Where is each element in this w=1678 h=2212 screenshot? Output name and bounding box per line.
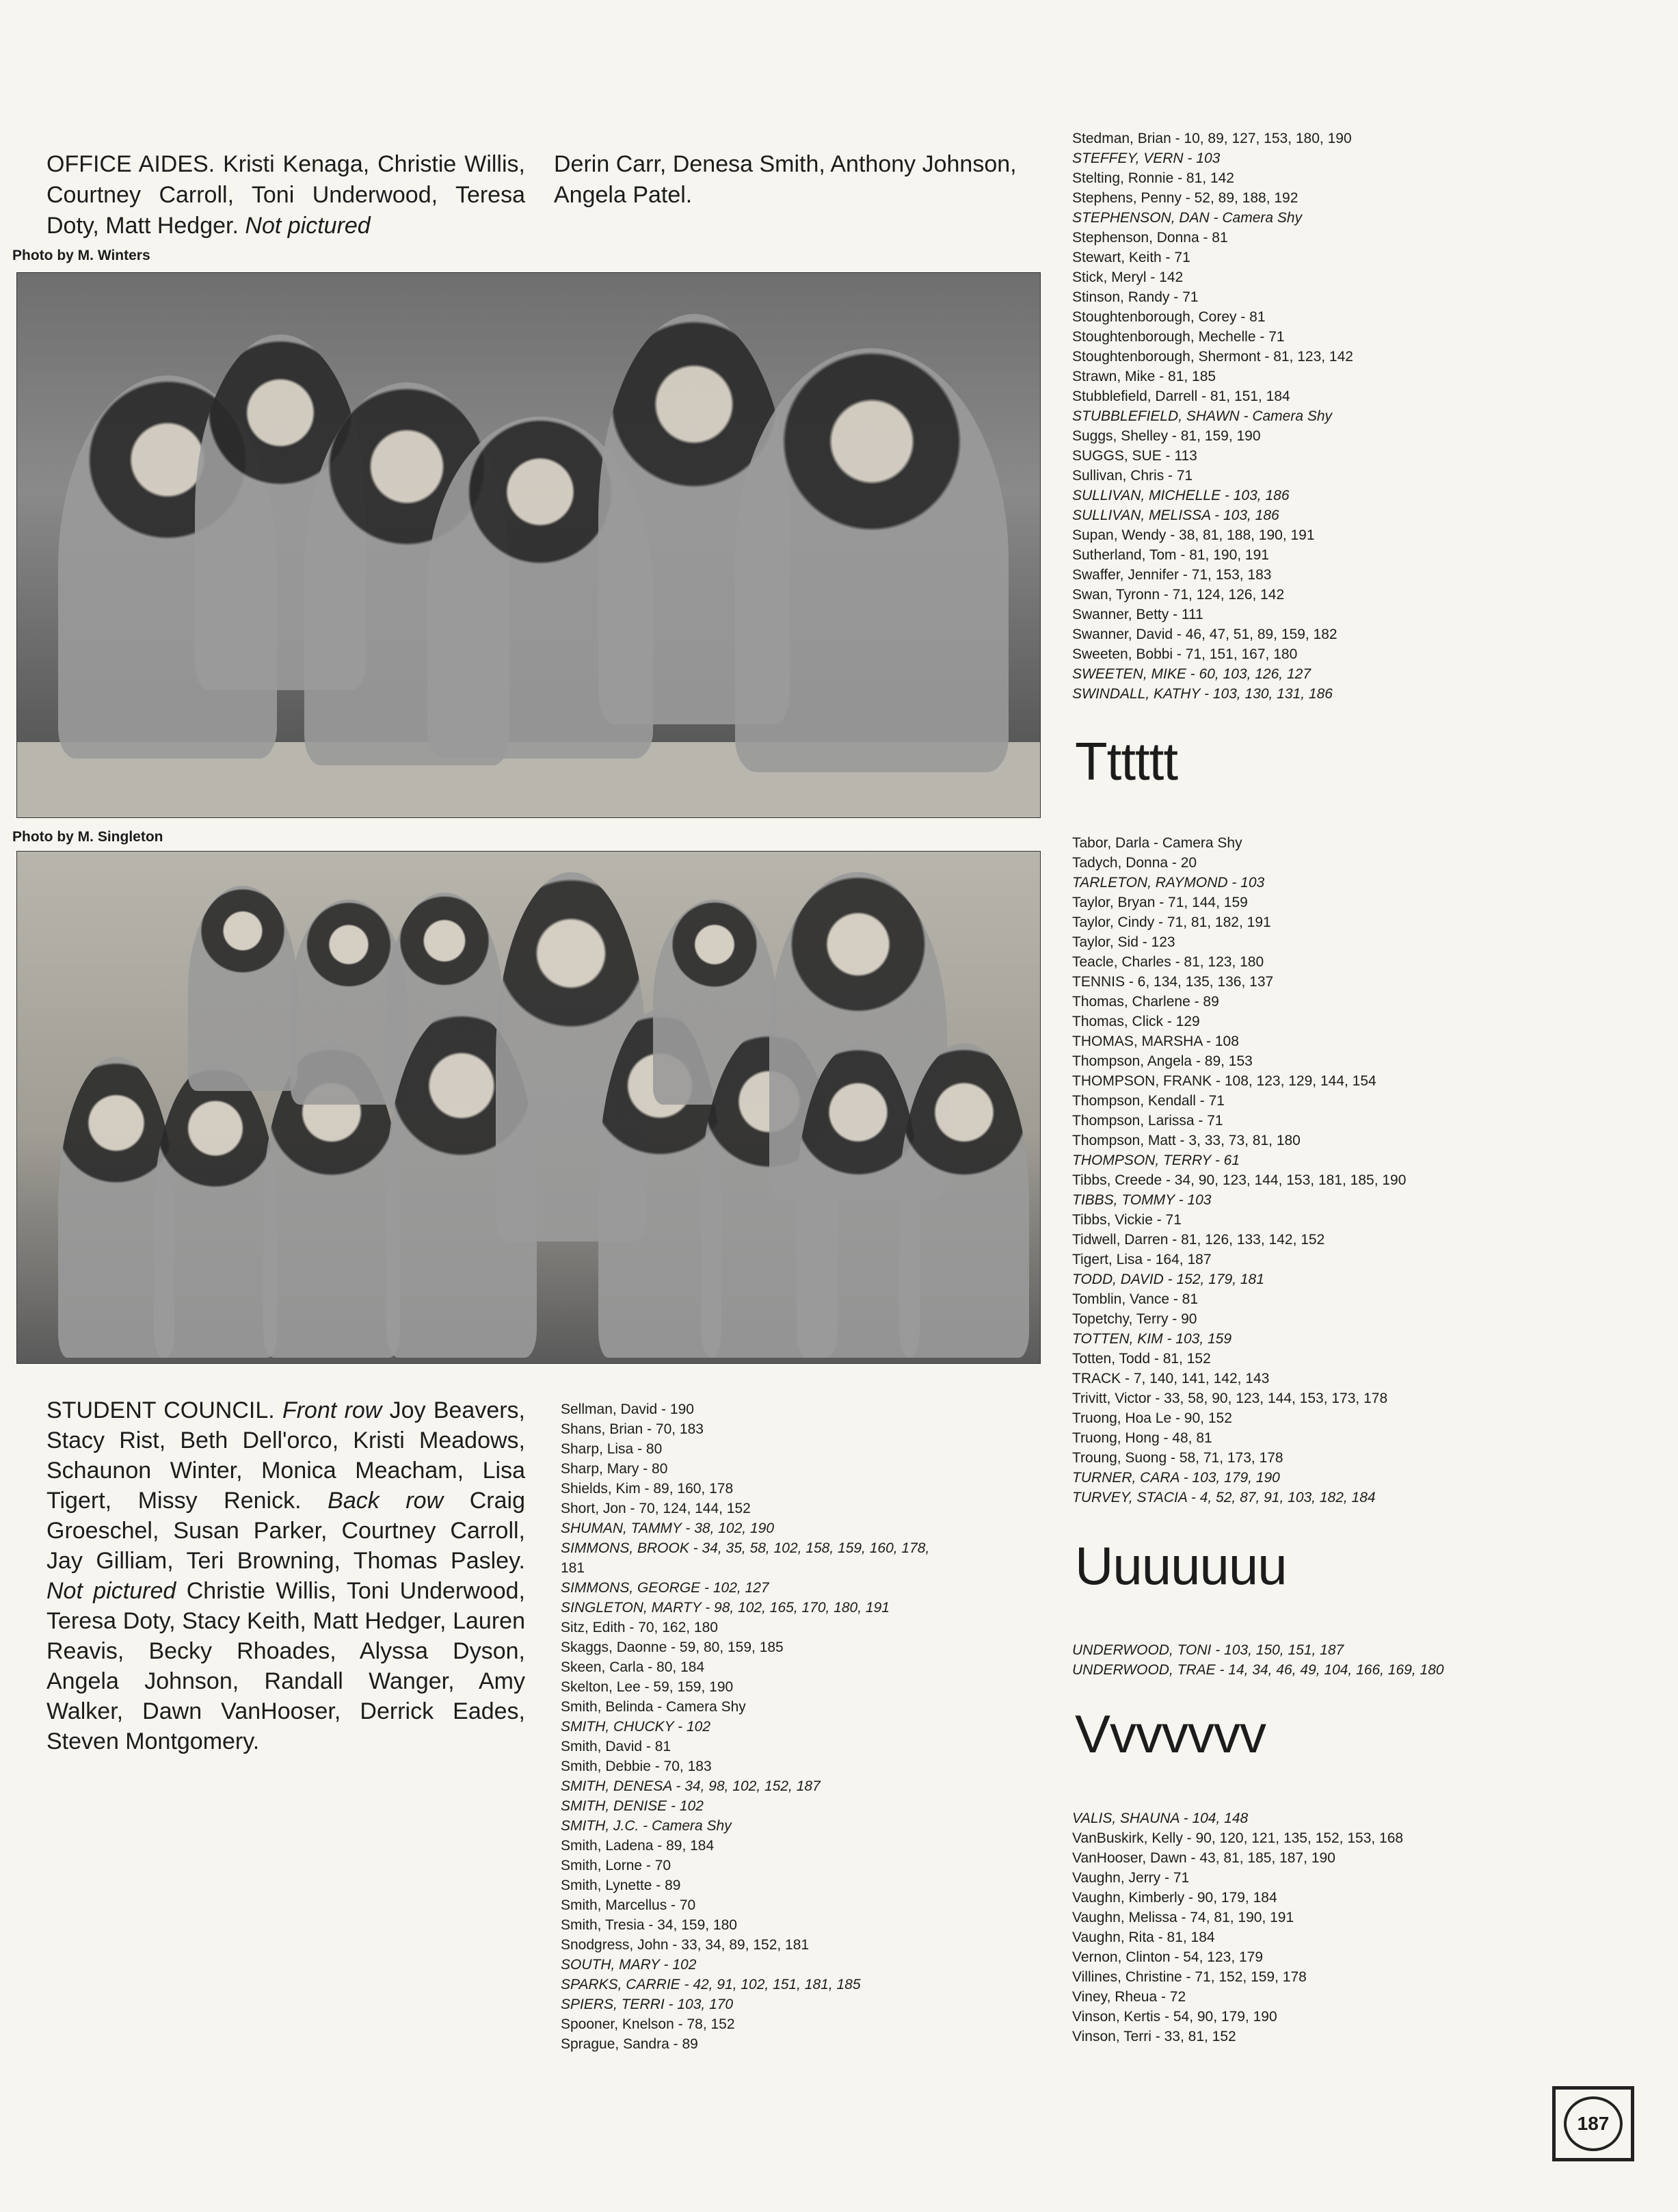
index-entry: Thompson, Angela - 89, 153	[1072, 1053, 1253, 1069]
index-entry: Smith, David - 81	[561, 1739, 671, 1754]
index-entry: Sutherland, Tom - 81, 190, 191	[1072, 547, 1269, 563]
page-number-box	[1552, 2086, 1634, 2161]
index-entry: Supan, Wendy - 38, 81, 188, 190, 191	[1072, 527, 1315, 543]
index-entry: Short, Jon - 70, 124, 144, 152	[561, 1501, 751, 1516]
index-entry: Stephenson, Donna - 81	[1072, 230, 1228, 246]
index-entry: Stoughtenborough, Corey - 81	[1072, 309, 1266, 325]
index-entry: Tabor, Darla - Camera Shy	[1072, 835, 1242, 851]
index-entry: Vaughn, Kimberly - 90, 179, 184	[1072, 1890, 1277, 1906]
index-entry: Sullivan, Chris - 71	[1072, 468, 1193, 484]
index-entry: THOMAS, MARSHA - 108	[1072, 1033, 1239, 1049]
index-entry: SMITH, DENESA - 34, 98, 102, 152, 187	[561, 1778, 821, 1794]
index-entry: Thompson, Larissa - 71	[1072, 1113, 1223, 1129]
index-entry: SUGGS, SUE - 113	[1072, 448, 1197, 464]
index-entry: Snodgress, John - 33, 34, 89, 152, 181	[561, 1937, 810, 1953]
index-entry: SPIERS, TERRI - 103, 170	[561, 1997, 734, 2012]
index-entry: Troung, Suong - 58, 71, 173, 178	[1072, 1450, 1283, 1466]
index-entry: SIMMONS, BROOK - 34, 35, 58, 102, 158, 159, 160, 178,	[561, 1540, 930, 1556]
index-entry: UNDERWOOD, TRAE - 14, 34, 46, 49, 104, 166, 169, 180	[1072, 1662, 1444, 1678]
index-entry: Smith, Lorne - 70	[561, 1858, 671, 1873]
index-entry: Taylor, Cindy - 71, 81, 182, 191	[1072, 914, 1271, 930]
index-entry: SMITH, CHUCKY - 102	[561, 1719, 710, 1735]
index-entry: Stick, Meryl - 142	[1072, 269, 1184, 285]
index-entry: Sweeten, Bobbi - 71, 151, 167, 180	[1072, 646, 1298, 662]
index-entry: Truong, Hong - 48, 81	[1072, 1430, 1212, 1446]
index-entry: Truong, Hoa Le - 90, 152	[1072, 1410, 1232, 1426]
not-pictured-label: Not pictured	[46, 1578, 176, 1604]
index-entry: TIBBS, TOMMY - 103	[1072, 1192, 1212, 1208]
index-entry: VALIS, SHAUNA - 104, 148	[1072, 1811, 1249, 1826]
index-entry: SINGLETON, MARTY - 98, 102, 165, 170, 180, 191	[561, 1600, 890, 1616]
index-entry: Thompson, Kendall - 71	[1072, 1093, 1225, 1109]
index-entry: Skaggs, Daonne - 59, 80, 159, 185	[561, 1640, 784, 1655]
index-entry: TODD, DAVID - 152, 179, 181	[1072, 1272, 1264, 1287]
index-entry: Stelting, Ronnie - 81, 142	[1072, 170, 1234, 186]
index-entry: Smith, Tresia - 34, 159, 180	[561, 1917, 737, 1933]
index-entry: Villines, Christine - 71, 152, 159, 178	[1072, 1969, 1307, 1985]
index-entry: Smith, Debbie - 70, 183	[561, 1759, 712, 1774]
office-aides-caption-left	[46, 149, 525, 241]
index-entry: Smith, Belinda - Camera Shy	[561, 1699, 746, 1715]
index-entry: STUBBLEFIELD, SHAWN - Camera Shy	[1072, 408, 1333, 424]
index-entry: Swanner, David - 46, 47, 51, 89, 159, 182	[1072, 627, 1337, 642]
index-entry: Trivitt, Victor - 33, 58, 90, 123, 144, 153, 173, 178	[1072, 1391, 1388, 1406]
index-entry: Sprague, Sandra - 89	[561, 2036, 698, 2052]
index-entry: Sharp, Mary - 80	[561, 1461, 668, 1477]
index-entry: Tomblin, Vance - 81	[1072, 1291, 1199, 1307]
index-list-t	[1072, 833, 1406, 1507]
index-list-middle	[561, 1399, 929, 2054]
index-entry: Sellman, David - 190	[561, 1401, 694, 1417]
index-entry: Stoughtenborough, Shermont - 81, 123, 142	[1072, 349, 1353, 365]
index-entry: SWEETEN, MIKE - 60, 103, 126, 127	[1072, 666, 1311, 682]
index-entry: Stephens, Penny - 52, 89, 188, 192	[1072, 190, 1299, 206]
index-entry: Swaffer, Jennifer - 71, 153, 183	[1072, 567, 1272, 583]
index-entry: Vernon, Clinton - 54, 123, 179	[1072, 1949, 1264, 1965]
not-pictured-names: Christie Willis, Toni Underwood, Teresa Doty, Stacy Keith, Matt Hedger, Lauren Reavis, Becky Rhoades, Alyssa Dyson, Angela Johnson, Randall Wanger, Amy Walker, Dawn VanHooser, Derrick Eades, Steven Montgomery.	[46, 1578, 525, 1754]
index-entry: Taylor, Sid - 123	[1072, 934, 1175, 950]
student-council-photo	[16, 851, 1041, 1364]
student-council-photo-credit: Photo by M. Singleton	[12, 829, 163, 845]
index-entry: SULLIVAN, MICHELLE - 103, 186	[1072, 488, 1290, 503]
index-entry: SPARKS, CARRIE - 42, 91, 102, 151, 181, 185	[561, 1977, 861, 1992]
photo-person	[899, 1043, 1029, 1358]
index-list-s	[1072, 129, 1353, 704]
index-entry: Vinson, Terri - 33, 81, 152	[1072, 2029, 1236, 2044]
office-aides-caption-right: Derin Carr, Denesa Smith, Anthony Johnson, Angela Patel.	[554, 151, 1017, 208]
index-entry: SHUMAN, TAMMY - 38, 102, 190	[561, 1520, 774, 1536]
index-entry: VanHooser, Dawn - 43, 81, 185, 187, 190	[1072, 1850, 1335, 1866]
index-entry: Stoughtenborough, Mechelle - 71	[1072, 329, 1285, 345]
index-entry: TARLETON, RAYMOND - 103	[1072, 875, 1265, 891]
index-entry: Smith, Lynette - 89	[561, 1878, 681, 1893]
index-entry: Tidwell, Darren - 81, 126, 133, 142, 152	[1072, 1232, 1325, 1248]
index-entry: Smith, Marcellus - 70	[561, 1897, 696, 1913]
index-entry: Tibbs, Creede - 34, 90, 123, 144, 153, 181, 185, 190	[1072, 1172, 1407, 1188]
index-entry: Viney, Rheua - 72	[1072, 1989, 1186, 2005]
index-list-u	[1072, 1640, 1444, 1680]
back-row-names: Craig Groeschel, Susan Parker, Courtney Carroll, Jay Gilliam, Teri Browning, Thomas Pasley.	[46, 1488, 525, 1574]
index-entry: TOTTEN, KIM - 103, 159	[1072, 1331, 1232, 1347]
office-aides-caption-text: OFFICE AIDES. Kristi Kenaga, Christie Willis, Courtney Carroll, Toni Underwood, Teresa Doty, Matt Hedger.	[46, 151, 525, 239]
student-council-caption	[46, 1395, 525, 1756]
index-entry: Tadych, Donna - 20	[1072, 855, 1197, 871]
index-entry: Tibbs, Vickie - 71	[1072, 1212, 1182, 1228]
letter-heading-v: Vvvvvvv	[1075, 1704, 1266, 1764]
back-row-label: Back row	[328, 1488, 444, 1514]
index-entry: Thompson, Matt - 3, 33, 73, 81, 180	[1072, 1133, 1301, 1148]
index-entry: SOUTH, MARY - 102	[561, 1957, 697, 1973]
index-entry: Stedman, Brian - 10, 89, 127, 153, 180, 190	[1072, 131, 1352, 146]
index-entry: Taylor, Bryan - 71, 144, 159	[1072, 895, 1248, 910]
index-entry: STEPHENSON, DAN - Camera Shy	[1072, 210, 1303, 226]
index-entry: Skeen, Carla - 80, 184	[561, 1659, 705, 1675]
photo-person	[735, 348, 1009, 772]
index-entry: Shields, Kim - 89, 160, 178	[561, 1481, 734, 1497]
index-entry: STEFFEY, VERN - 103	[1072, 150, 1221, 166]
index-entry: Totten, Todd - 81, 152	[1072, 1351, 1211, 1367]
index-entry: Thomas, Charlene - 89	[1072, 994, 1219, 1010]
index-entry: Stubblefield, Darrell - 81, 151, 184	[1072, 389, 1290, 404]
letter-heading-t: Tttttt	[1075, 731, 1177, 791]
letter-heading-u: Uuuuuuu	[1075, 1536, 1287, 1596]
office-aides-photo-credit: Photo by M. Winters	[12, 248, 150, 263]
index-entry: Spooner, Knelson - 78, 152	[561, 2016, 735, 2032]
index-entry: Teacle, Charles - 81, 123, 180	[1072, 954, 1264, 970]
index-entry: Strawn, Mike - 81, 185	[1072, 369, 1216, 384]
index-list-v	[1072, 1808, 1403, 2046]
index-entry: Smith, Ladena - 89, 184	[561, 1838, 715, 1854]
front-row-label: Front row	[282, 1397, 382, 1423]
index-entry: SIMMONS, GEORGE - 102, 127	[561, 1580, 769, 1596]
photo-person	[188, 886, 297, 1091]
index-entry: THOMPSON, TERRY - 61	[1072, 1153, 1240, 1168]
index-entry: TRACK - 7, 140, 141, 142, 143	[1072, 1371, 1270, 1386]
index-entry: Suggs, Shelley - 81, 159, 190	[1072, 428, 1261, 444]
index-entry: SULLIVAN, MELISSA - 103, 186	[1072, 508, 1279, 523]
index-entry: TURVEY, STACIA - 4, 52, 87, 91, 103, 182, 184	[1072, 1490, 1376, 1505]
index-entry: THOMPSON, FRANK - 108, 123, 129, 144, 154	[1072, 1073, 1376, 1089]
index-entry: Vaughn, Rita - 81, 184	[1072, 1930, 1215, 1945]
index-entry: SMITH, DENISE - 102	[561, 1798, 704, 1814]
index-entry: UNDERWOOD, TONI - 103, 150, 151, 187	[1072, 1642, 1344, 1658]
index-entry: Swan, Tyronn - 71, 124, 126, 142	[1072, 587, 1285, 603]
index-entry: Skelton, Lee - 59, 159, 190	[561, 1679, 734, 1695]
index-entry: Vaughn, Jerry - 71	[1072, 1870, 1190, 1886]
index-entry: Sharp, Lisa - 80	[561, 1441, 663, 1457]
index-entry: 181	[561, 1560, 585, 1576]
index-entry: TURNER, CARA - 103, 179, 190	[1072, 1470, 1280, 1486]
index-entry: Tigert, Lisa - 164, 187	[1072, 1252, 1212, 1267]
index-entry: Shans, Brian - 70, 183	[561, 1421, 704, 1437]
student-council-lead: STUDENT COUNCIL.	[46, 1397, 275, 1423]
page-number: 187	[1564, 2096, 1623, 2151]
index-entry: SMITH, J.C. - Camera Shy	[561, 1818, 732, 1834]
index-entry: Swanner, Betty - 111	[1072, 607, 1203, 622]
office-aides-photo	[16, 272, 1041, 818]
index-entry: Thomas, Click - 129	[1072, 1014, 1200, 1029]
office-aides-not-pictured-label: Not pictured	[245, 213, 371, 239]
index-entry: Stinson, Randy - 71	[1072, 289, 1199, 305]
index-entry: Sitz, Edith - 70, 162, 180	[561, 1620, 718, 1635]
photo-person	[154, 1064, 277, 1358]
index-entry: VanBuskirk, Kelly - 90, 120, 121, 135, 152, 153, 168	[1072, 1830, 1404, 1846]
index-entry: Topetchy, Terry - 90	[1072, 1311, 1197, 1327]
index-entry: Vinson, Kertis - 54, 90, 179, 190	[1072, 2009, 1277, 2025]
index-entry: Stewart, Keith - 71	[1072, 250, 1190, 265]
index-entry: TENNIS - 6, 134, 135, 136, 137	[1072, 974, 1274, 990]
index-entry: Vaughn, Melissa - 74, 81, 190, 191	[1072, 1910, 1294, 1925]
front-row-names: Joy Beavers, Stacy Rist, Beth Dell'orco, Kristi Meadows, Schaunon Winter, Monica Meacham, Lisa Tigert, Missy Renick.	[46, 1397, 526, 1514]
index-entry: SWINDALL, KATHY - 103, 130, 131, 186	[1072, 686, 1333, 702]
